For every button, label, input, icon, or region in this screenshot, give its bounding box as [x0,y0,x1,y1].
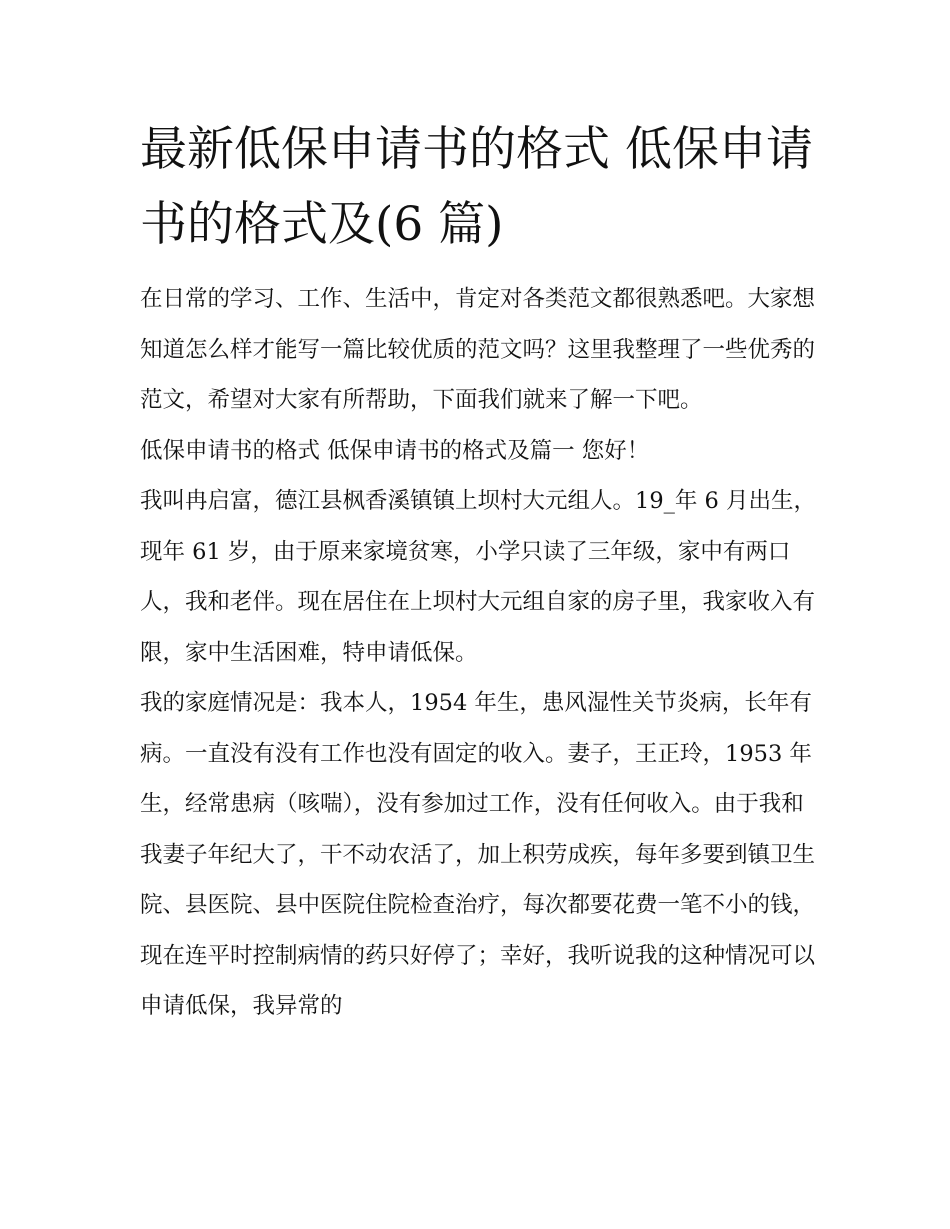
paragraph-family-situation: 我的家庭情况是：我本人，1954 年生，患风湿性关节炎病，长年有病。一直没有没有工作也没有固定的收入。妻子，王正玲，1953 年生，经常患病（咳喘），没有参加过工作，没有任何收入。由于我和我妻子年纪大了，干不动农活了，加上积劳成疾，每年多要到镇卫生院、县医院、县中医院住院检查治疗，每次都要花费一笔不小的钱，现在连平时控制病情的药只好停了；幸好，我听说我的这种情况可以申请低保，我异常的 [140,690,816,1019]
paragraph-applicant-info: 我叫冉启富，德江县枫香溪镇镇上坝村大元组人。19_年 6 月出生，现年 61 岁，由于原来家境贫寒，小学只读了三年级，家中有两口人，我和老伴。现在居住在上坝村大元组自家的房子里，我家收入有限，家中生活困难，特申请低保。 [140,488,817,666]
document-body [140,274,820,1032]
paragraph-intro: 在日常的学习、工作、生活中，肯定对各类范文都很熟悉吧。大家想知道怎么样才能写一篇比较优质的范文吗？这里我整理了一些优秀的范文，希望对大家有所帮助，下面我们就来了解一下吧。 [140,286,816,413]
document-title: 最新低保申请书的格式 低保申请书的格式及(6 篇) [140,122,813,252]
paragraph-section-heading: 低保申请书的格式 低保申请书的格式及篇一 您好！ [140,437,650,464]
document-page [140,112,820,1032]
